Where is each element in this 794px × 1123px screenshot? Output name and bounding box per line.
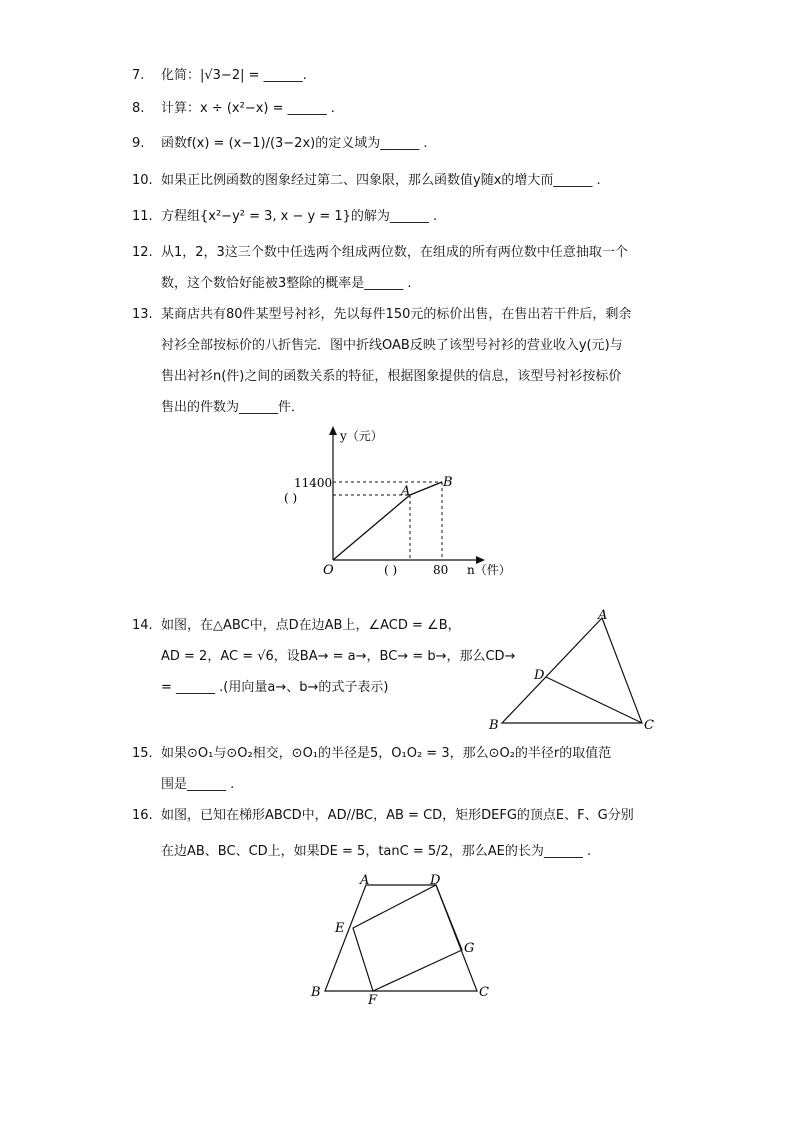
- question-line: 如图，在△ABC中，点D在边AB上，∠ACD = ∠B，: [161, 618, 461, 633]
- trapezoid-ABCD: [325, 885, 477, 991]
- y-blank: ( ): [284, 491, 298, 505]
- vertex-G: G: [464, 941, 475, 956]
- question-line: 某商店共有80件某型号衬衫，先以每件150元的标价出售，在售出若干件后，剩余: [161, 307, 632, 322]
- y-tick-11400: 11400: [294, 476, 333, 490]
- question-line: AD = 2，AC = √6，设BA→ = a→，BC→ = b→，那么CD→: [161, 649, 516, 664]
- origin-label: O: [323, 563, 334, 578]
- question-text: 化简：|√3−2| = ______.: [161, 68, 307, 83]
- question-line: 如图，已知在梯形ABCD中，AD//BC，AB = CD，矩形DEFG的顶点E、F、G分别: [161, 808, 634, 823]
- triangle-figure: [482, 606, 662, 736]
- question-line: 如果⊙O₁与⊙O₂相交，⊙O₁的半径是5，O₁O₂ = 3，那么⊙O₂的半径r的取值范: [161, 746, 612, 761]
- y-axis-label: y（元）: [340, 429, 383, 443]
- question-line: 从1，2，3这三个数中任选两个组成两位数，在组成的所有两位数中任意抽取一个: [161, 245, 628, 260]
- vertex-B: B: [489, 718, 499, 733]
- question-line: = ______ .(用向量a→、b→的式子表示): [161, 680, 389, 695]
- question-line: 售出衬衫n(件)之间的函数关系的特征，根据图象提供的信息，该型号衬衫按标价: [161, 369, 622, 384]
- vertex-B: B: [311, 985, 321, 1000]
- vertex-C: C: [479, 985, 489, 1000]
- question-number: 13.: [132, 307, 153, 322]
- broken-line-OAB: [333, 482, 442, 560]
- vertex-A: A: [360, 873, 370, 888]
- question-number: 11.: [132, 209, 153, 224]
- rectangle-DEFG: [353, 885, 462, 991]
- question-number: 8.: [132, 101, 145, 116]
- question-number: 7.: [132, 68, 145, 83]
- x-tick-80: 80: [433, 563, 449, 577]
- question-line: 在边AB、BC、CD上，如果DE = 5，tanC = 5/2，那么AE的长为______ .: [161, 844, 592, 859]
- vertex-C: C: [644, 718, 654, 733]
- question-text: 计算：x ÷ (x²−x) = ______ .: [161, 101, 335, 116]
- vertex-E: E: [335, 921, 345, 936]
- question-text: 如果正比例函数的图象经过第二、四象限，那么函数值y随x的增大而______ .: [161, 173, 601, 188]
- vertex-D: D: [430, 873, 441, 888]
- question-text: 方程组{x²−y² = 3, x − y = 1}的解为______ .: [161, 209, 438, 224]
- y-axis-arrow: [329, 426, 337, 435]
- question-number: 14.: [132, 618, 153, 633]
- vertex-D: D: [534, 668, 545, 683]
- question-line: 数，这个数恰好能被3整除的概率是______ .: [161, 276, 412, 291]
- x-axis-label: n（件）: [467, 563, 511, 577]
- x-blank: ( ): [384, 563, 398, 577]
- vertex-F: F: [368, 993, 378, 1007]
- point-B-label: B: [443, 475, 453, 490]
- question-number: 16.: [132, 808, 153, 823]
- question-number: 10.: [132, 173, 153, 188]
- triangle-ABC: [502, 618, 642, 723]
- point-A-label: A: [401, 484, 411, 499]
- question-line: 衬衫全部按标价的八折售完．图中折线OAB反映了该型号衬衫的营业收入y(元)与: [161, 338, 623, 353]
- vertex-A: A: [598, 608, 608, 623]
- revenue-graph: [280, 424, 520, 584]
- question-line: 围是______ .: [161, 777, 235, 792]
- trapezoid-figure: [305, 872, 505, 1007]
- question-number: 9.: [132, 136, 145, 151]
- question-line: 售出的件数为______件．: [161, 400, 305, 415]
- question-number: 15.: [132, 746, 153, 761]
- question-text: 函数f(x) = (x−1)/(3−2x)的定义域为______ .: [161, 136, 428, 151]
- question-number: 12.: [132, 245, 153, 260]
